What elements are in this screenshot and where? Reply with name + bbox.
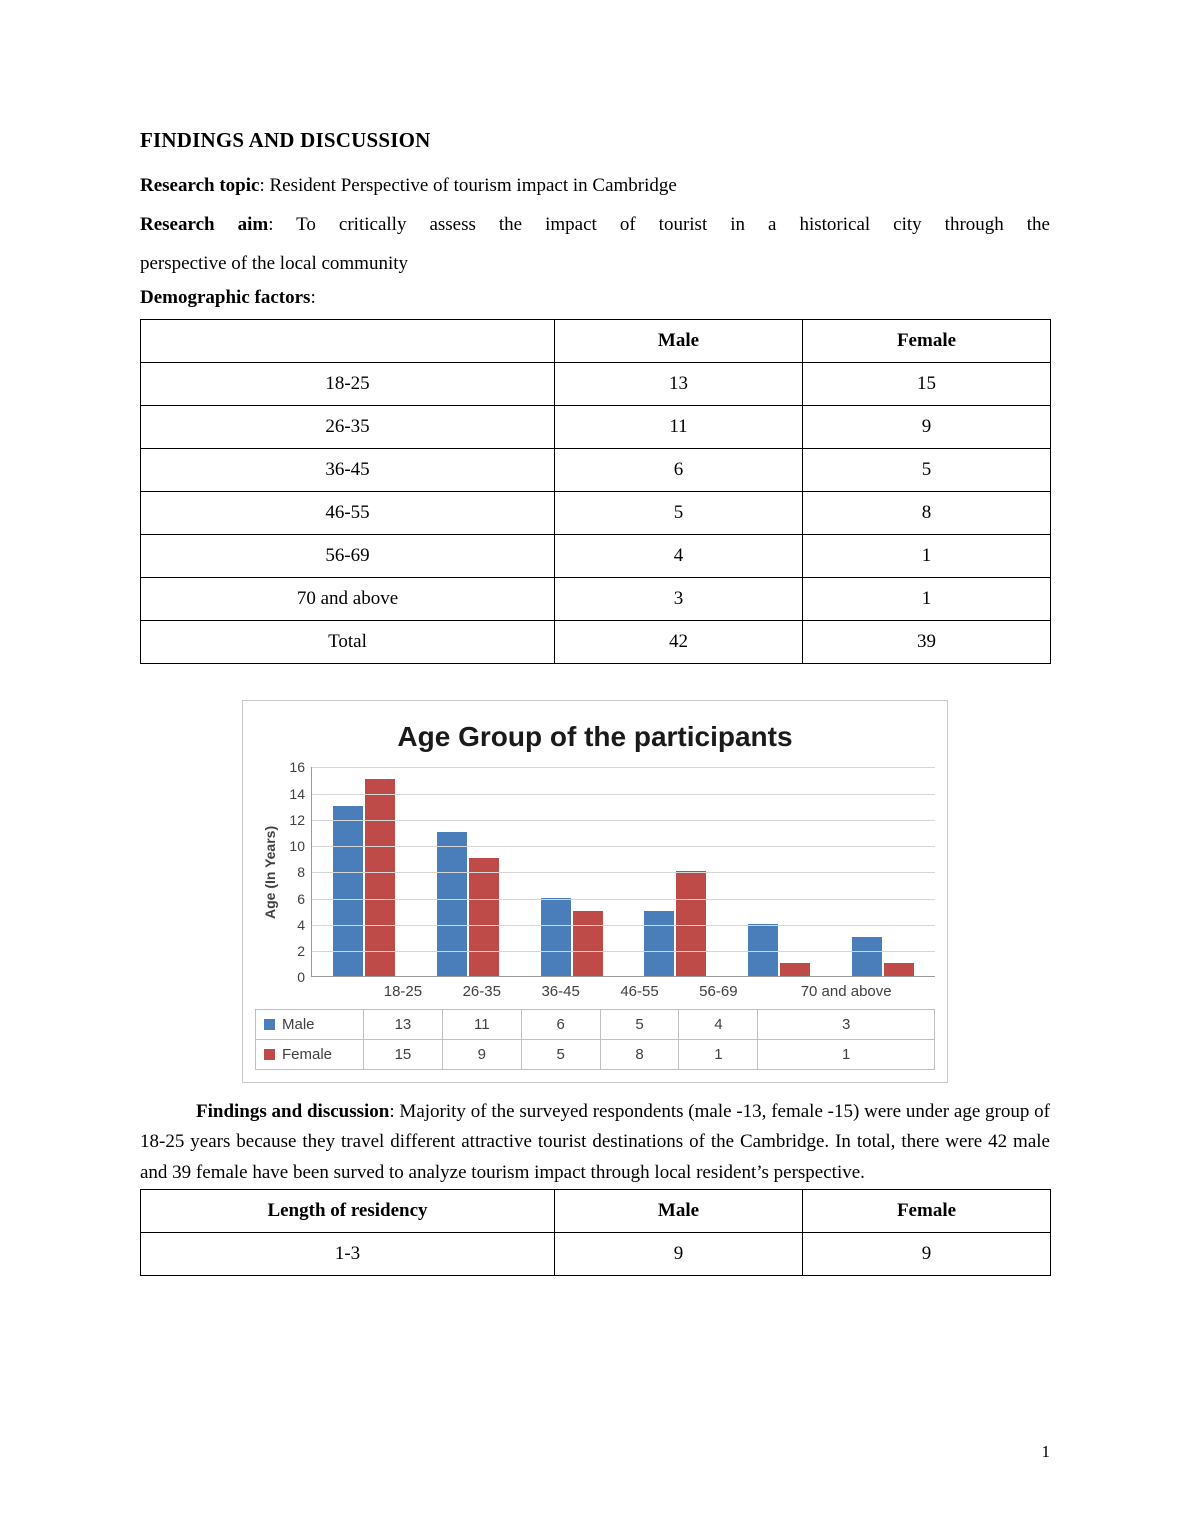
- table-cell: 18-25: [141, 363, 555, 406]
- legend-swatch-icon: [264, 1019, 275, 1030]
- chart-category-label: 18-25: [364, 977, 443, 1009]
- table-cell: 39: [803, 621, 1051, 664]
- table-cell: 70 and above: [141, 578, 555, 621]
- table-cell: 46-55: [141, 492, 555, 535]
- chart-value-cell: 8: [600, 1039, 679, 1069]
- chart-series-row-male: [256, 1009, 935, 1039]
- chart-y-tick: 2: [297, 943, 305, 960]
- chart-y-tick: 6: [297, 890, 305, 907]
- chart-value-cell: 5: [600, 1009, 679, 1039]
- chart-bar-male: [852, 937, 882, 976]
- table-cell: 8: [803, 492, 1051, 535]
- table-cell: 1: [803, 578, 1051, 621]
- chart-bar-female: [573, 911, 603, 977]
- chart-plot-area: [255, 759, 935, 986]
- findings-label: Findings and discussion: [196, 1100, 390, 1122]
- chart-gridline: [312, 951, 935, 952]
- table-cell: 3: [555, 578, 803, 621]
- age-demographics-table: [140, 319, 1051, 664]
- findings-text: : Majority of the surveyed respondents (male -13, female -15) were under age group of 18-25 years because they travel different attractive tourist destinations of the Cambridge. In total, there were 42 male and 39 female have been surved to analyze tourism impact through local resident’s perspective.: [140, 1100, 1050, 1184]
- table-header-cell: Female: [803, 320, 1051, 363]
- table-cell: 5: [803, 449, 1051, 492]
- research-topic-text: : Resident Perspective of tourism impact in Cambridge: [259, 175, 677, 196]
- demographic-factors-bold: Demographic factors: [140, 287, 311, 309]
- research-aim-line2: perspective of the local community: [140, 252, 409, 274]
- chart-category-label: 56-69: [679, 977, 758, 1009]
- chart-bar-male: [541, 898, 571, 977]
- chart-gridline: [312, 794, 935, 795]
- chart-data-table: [255, 977, 935, 1069]
- chart-value-cell: 4: [679, 1009, 758, 1039]
- chart-y-tick: 12: [289, 811, 305, 828]
- chart-value-cell: 6: [521, 1009, 600, 1039]
- table-header-cell: Length of residency: [141, 1189, 555, 1232]
- chart-gridline: [312, 899, 935, 900]
- table-cell: 56-69: [141, 535, 555, 578]
- chart-bar-female: [365, 779, 395, 976]
- chart-category-label: 46-55: [600, 977, 679, 1009]
- table-row: [141, 406, 1051, 449]
- chart-value-cell: 11: [442, 1009, 521, 1039]
- table-header-row: [141, 1189, 1051, 1232]
- chart-value-cell: 3: [758, 1009, 935, 1039]
- table-cell: 11: [555, 406, 803, 449]
- research-aim-label: Research aim: [140, 213, 269, 235]
- table-cell: 5: [555, 492, 803, 535]
- residency-table: [140, 1189, 1051, 1276]
- chart-bar-female: [676, 871, 706, 976]
- table-row-total: [141, 621, 1051, 664]
- table-row: [141, 449, 1051, 492]
- age-group-chart: [242, 700, 948, 1082]
- chart-category-label: 26-35: [442, 977, 521, 1009]
- research-aim-line: [140, 210, 1050, 241]
- chart-y-tick: 0: [297, 969, 305, 986]
- chart-gridline: [312, 820, 935, 821]
- chart-plot: [311, 767, 935, 977]
- chart-y-tick: 4: [297, 916, 305, 933]
- research-aim-text: : To critically assess the impact of tourist in a historical city through the: [268, 213, 1050, 235]
- chart-legend-female: [256, 1039, 364, 1069]
- chart-gridline: [312, 872, 935, 873]
- table-cell: Total: [141, 621, 555, 664]
- page-number: 1: [1041, 1442, 1050, 1461]
- table-header-row: [141, 320, 1051, 363]
- table-row: [141, 535, 1051, 578]
- table-cell: 1: [803, 535, 1051, 578]
- chart-y-tick: 16: [289, 759, 305, 776]
- table-cell: 36-45: [141, 449, 555, 492]
- chart-title: Age Group of the participants: [397, 721, 793, 753]
- chart-legend-label: Male: [282, 1015, 315, 1033]
- research-topic-line: [140, 171, 1050, 202]
- table-row: [141, 363, 1051, 406]
- chart-series-row-female: [256, 1039, 935, 1069]
- chart-legend-label: Female: [282, 1045, 333, 1063]
- table-row: [141, 492, 1051, 535]
- table-cell: 26-35: [141, 406, 555, 449]
- table-cell: 6: [555, 449, 803, 492]
- chart-category-blank: [256, 977, 364, 1009]
- chart-y-tick: 8: [297, 864, 305, 881]
- chart-gridline: [312, 925, 935, 926]
- table-cell: 9: [555, 1232, 803, 1275]
- table-row: [141, 1232, 1051, 1275]
- page-title: FINDINGS AND DISCUSSION: [140, 128, 431, 152]
- chart-value-cell: 1: [679, 1039, 758, 1069]
- table-header-cell: [141, 320, 555, 363]
- chart-category-label: 36-45: [521, 977, 600, 1009]
- table-cell: 1-3: [141, 1232, 555, 1275]
- chart-bar-male: [437, 832, 467, 976]
- table-cell: 4: [555, 535, 803, 578]
- chart-bar-male: [644, 911, 674, 977]
- chart-value-cell: 9: [442, 1039, 521, 1069]
- chart-value-cell: 13: [364, 1009, 443, 1039]
- chart-bar-male: [748, 924, 778, 977]
- findings-paragraph: [140, 1097, 1050, 1189]
- chart-y-tick: 14: [289, 785, 305, 802]
- table-row: [141, 578, 1051, 621]
- chart-y-ticks: [281, 759, 311, 986]
- table-header-cell: Male: [555, 1189, 803, 1232]
- chart-category-label: 70 and above: [758, 977, 935, 1009]
- demographic-factors-label: [140, 287, 1050, 309]
- chart-value-cell: 15: [364, 1039, 443, 1069]
- chart-bar-female: [469, 858, 499, 976]
- chart-gridline: [312, 767, 935, 768]
- demographic-factors-colon: :: [310, 287, 316, 309]
- table-cell: 9: [803, 406, 1051, 449]
- chart-bar-female: [780, 963, 810, 976]
- chart-legend-male: [256, 1009, 364, 1039]
- table-cell: 42: [555, 621, 803, 664]
- chart-category-row: [256, 977, 935, 1009]
- table-header-cell: Female: [803, 1189, 1051, 1232]
- legend-swatch-icon: [264, 1049, 275, 1060]
- chart-gridline: [312, 846, 935, 847]
- table-header-cell: Male: [555, 320, 803, 363]
- research-topic-label: Research topic: [140, 175, 260, 196]
- chart-bar-female: [884, 963, 914, 976]
- chart-y-tick: 10: [289, 838, 305, 855]
- chart-y-axis-label: Age (In Years): [262, 825, 278, 919]
- chart-value-cell: 5: [521, 1039, 600, 1069]
- table-cell: 15: [803, 363, 1051, 406]
- table-cell: 13: [555, 363, 803, 406]
- chart-value-cell: 1: [758, 1039, 935, 1069]
- table-cell: 9: [803, 1232, 1051, 1275]
